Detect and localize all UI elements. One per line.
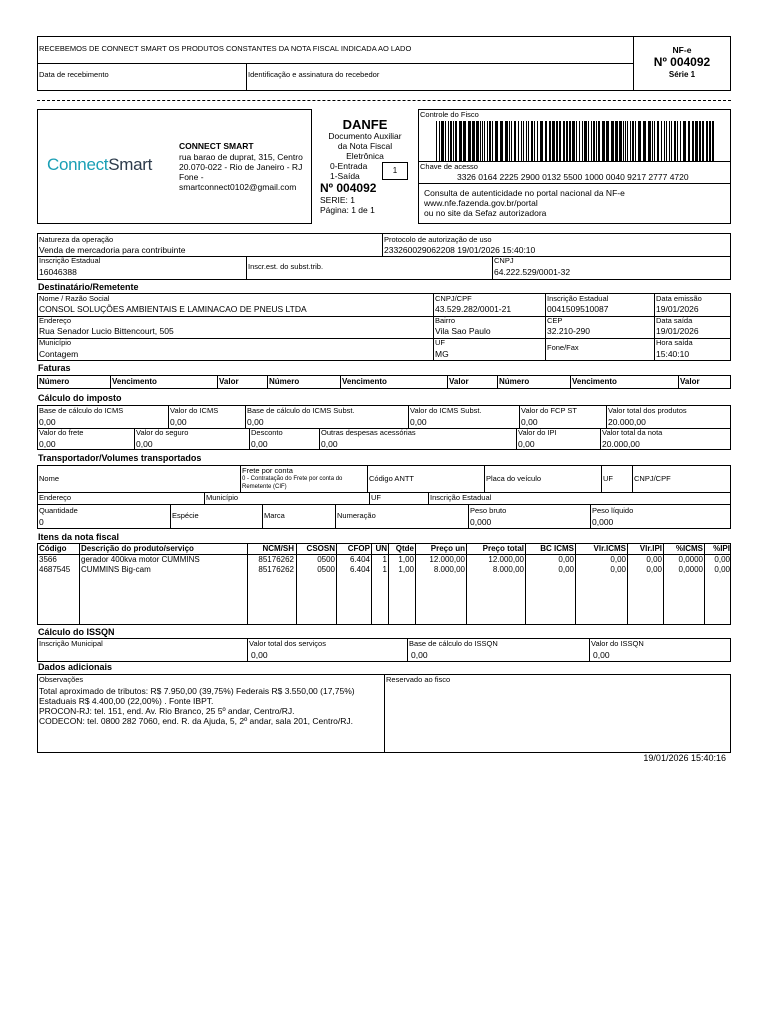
items-header-cfop: CFOP <box>347 544 370 553</box>
issqn-base-label: Base de cálculo do ISSQN <box>409 639 498 648</box>
freight-mode-value1: 0 - Contratação do Frete por conta do <box>242 476 343 482</box>
additional-title: Dados adicionais <box>38 662 113 672</box>
barcode-bar <box>593 121 595 161</box>
issqn-base-value: 0,00 <box>411 650 428 660</box>
barcode-bar <box>584 121 587 161</box>
freight-value: 0,00 <box>39 439 56 449</box>
danfe-saida: 1-Saída <box>330 171 360 181</box>
emitter-name: CONNECT SMART <box>179 141 254 151</box>
ipi-value: 0,00 <box>518 439 535 449</box>
nature-value: Venda de mercadoria para contribuinte <box>39 245 186 255</box>
item-bc-icms: 0,00 <box>558 555 574 564</box>
print-timestamp: 19/01/2026 15:40:16 <box>643 753 726 763</box>
receipt-date-label: Data de recebimento <box>39 70 109 79</box>
invoice-header-number: Número <box>269 377 300 386</box>
recipient-name-label: Nome / Razão Social <box>39 294 110 303</box>
barcode-bar <box>472 121 475 161</box>
emitter-address2: 20.070-022 - Rio de Janeiro - RJ <box>179 162 303 172</box>
carrier-city-label: Município <box>206 493 239 502</box>
total-note-value: 20.000,00 <box>602 439 640 449</box>
invoice-header-value: Valor <box>680 377 700 386</box>
emitter-phone: Fone - <box>179 172 204 182</box>
item-pct-ipi: 0,00 <box>714 565 730 574</box>
fisco-consult-line2: www.nfe.fazenda.gov.br/portal <box>424 198 538 208</box>
danfe-title: DANFE <box>342 117 388 132</box>
icms-st-base-label: Base de cálculo do ICMS Subst. <box>247 406 355 415</box>
item-unit-price: 8.000,00 <box>433 565 465 574</box>
barcode-bar <box>638 121 641 161</box>
fisco-control-label: Controle do Fisco <box>420 110 479 119</box>
barcode-bar <box>556 121 558 161</box>
barcode-bar <box>615 121 618 161</box>
barcode-bar <box>468 121 471 161</box>
nature-label: Natureza da operação <box>39 235 114 244</box>
barcode-bar <box>445 121 446 161</box>
barcode-bar <box>709 121 711 161</box>
barcode-bar <box>680 121 681 161</box>
carrier-address-label: Endereço <box>39 493 72 502</box>
carrier-uf2-label: UF <box>371 493 381 502</box>
items-title: Itens da nota fiscal <box>38 532 120 542</box>
observation-line: Estaduais R$ 4.400,00 (22,00%) . Fonte IBPT. <box>39 696 214 706</box>
total-products-value: 20.000,00 <box>608 417 646 427</box>
tax-box <box>37 405 731 450</box>
items-header-total-price: Preço total <box>482 544 524 553</box>
barcode-bar <box>635 121 636 161</box>
icms-st-value: 0,00 <box>410 417 427 427</box>
barcode-bar <box>588 121 589 161</box>
logo-text-connect: Connect <box>47 155 109 174</box>
barcode-bar <box>566 121 568 161</box>
barcode-bar <box>632 121 634 161</box>
barcode-bar <box>706 121 708 161</box>
barcode-bar <box>489 121 491 161</box>
brand-label: Marca <box>264 511 285 520</box>
exit-time-label: Hora saída <box>656 338 693 347</box>
item-ncm: 85176262 <box>258 555 294 564</box>
issqn-value: 0,00 <box>593 650 610 660</box>
barcode-bar <box>669 121 670 161</box>
barcode-bar <box>537 121 538 161</box>
receipt-serie: Série 1 <box>668 70 696 79</box>
barcode-bar <box>500 121 503 161</box>
exit-date-label: Data saída <box>656 316 693 325</box>
emitter-cnpj-label: CNPJ <box>494 256 514 265</box>
emitter-email: smartconnect0102@gmail.com <box>179 182 297 192</box>
barcode-bar <box>439 121 440 161</box>
issqn-box <box>37 638 731 662</box>
barcode-bar <box>514 121 516 161</box>
recipient-city-label: Município <box>39 338 72 347</box>
recipient-cnpj-label: CNPJ/CPF <box>435 294 472 303</box>
freight-mode-value2: Remetente (CIF) <box>242 484 287 490</box>
barcode-bar <box>688 121 690 161</box>
barcode-bar <box>523 121 524 161</box>
barcode-bar <box>695 121 698 161</box>
exit-time: 15:40:10 <box>656 349 690 359</box>
barcode-bar <box>448 121 449 161</box>
issqn-title: Cálculo do ISSQN <box>38 627 115 637</box>
barcode-bar <box>576 121 577 161</box>
icms-base-label: Base de cálculo do ICMS <box>39 406 124 415</box>
barcode-bar <box>505 121 508 161</box>
other-expenses-value: 0,00 <box>321 439 338 449</box>
fisco-box <box>418 109 731 224</box>
items-header-vlr-icms: Vlr.ICMS <box>593 544 626 553</box>
barcode-bar <box>540 121 543 161</box>
services-total-label: Valor total dos serviços <box>249 639 326 648</box>
barcode-bar <box>671 121 672 161</box>
total-products-label: Valor total dos produtos <box>608 406 687 415</box>
barcode-bar <box>482 121 483 161</box>
barcode-bar <box>526 121 527 161</box>
services-total-value: 0,00 <box>251 650 268 660</box>
barcode-bar <box>569 121 571 161</box>
icms-st-label: Valor do ICMS Subst. <box>410 406 482 415</box>
freight-label: Valor do frete <box>39 428 84 437</box>
carrier-ie-label: Inscrição Estadual <box>430 493 492 502</box>
danfe-subtitle2: da Nota Fiscal <box>337 141 393 151</box>
barcode-bar <box>463 121 466 161</box>
barcode-bar <box>572 121 575 161</box>
barcode-bar <box>495 121 498 161</box>
icms-base-value: 0,00 <box>39 417 56 427</box>
barcode-bar <box>591 121 592 161</box>
invoice-header-number: Número <box>499 377 530 386</box>
barcode-bar <box>563 121 565 161</box>
items-header-unit: UN <box>375 544 387 553</box>
carrier-cnpj-label: CNPJ/CPF <box>634 474 671 483</box>
item-vlr-ipi: 0,00 <box>646 555 662 564</box>
barcode-bar <box>712 121 714 161</box>
icms-value: 0,00 <box>170 417 187 427</box>
barcode-bar <box>702 121 704 161</box>
barcode-bar <box>552 121 555 161</box>
danfe-entrada: 0-Entrada <box>330 161 368 171</box>
item-pct-icms: 0,0000 <box>678 555 703 564</box>
recipient-uf: MG <box>435 349 449 359</box>
recipient-name: CONSOL SOLUÇÕES AMBIENTAIS E LAMINACAO DE PNEUS LTDA <box>39 304 307 314</box>
barcode-bar <box>596 121 597 161</box>
barcode-bar <box>606 121 609 161</box>
barcode-bar <box>674 121 676 161</box>
fcp-st-value: 0,00 <box>521 417 538 427</box>
barcode-bar <box>666 121 667 161</box>
icms-value-label: Valor do ICMS <box>170 406 219 415</box>
item-description: CUMMINS Big-cam <box>81 565 151 574</box>
protocol-value: 233260029062208 19/01/2026 15:40:10 <box>384 245 536 255</box>
fisco-key-label: Chave de acesso <box>420 162 478 171</box>
exit-date: 19/01/2026 <box>656 326 699 336</box>
barcode-bar <box>602 121 605 161</box>
danfe-serie: SERIE: 1 <box>320 195 355 205</box>
emitter-ie-st-label: Inscr.est. do subst.trib. <box>248 262 324 271</box>
barcode-bar <box>511 121 512 161</box>
barcode-bar <box>611 121 614 161</box>
recipient-cep-label: CEP <box>547 316 563 325</box>
invoices-title: Faturas <box>38 363 71 373</box>
emitter-ie-label: Inscrição Estadual <box>39 256 101 265</box>
barcode-bar <box>484 121 485 161</box>
invoices-box <box>37 375 731 389</box>
emitter-box <box>37 109 312 224</box>
cut-line <box>37 100 731 101</box>
item-qty: 1,00 <box>398 555 414 564</box>
transport-title: Transportador/Volumes transportados <box>38 453 202 463</box>
invoice-header-due: Vencimento <box>342 377 387 386</box>
items-header-unit-price: Preço un <box>430 544 465 553</box>
item-ncm: 85176262 <box>258 565 294 574</box>
transport-box <box>37 465 731 529</box>
recipient-cnpj: 43.529.282/0001-21 <box>435 304 512 314</box>
receipt-nfe-label: NF-e <box>672 45 692 55</box>
receipt-text: RECEBEMOS DE CONNECT SMART OS PRODUTOS CONSTANTES DA NOTA FISCAL INDICADA AO LADO <box>39 44 412 53</box>
barcode-bar <box>630 121 631 161</box>
barcode-bar <box>623 121 624 161</box>
carrier-name-label: Nome <box>39 474 60 483</box>
barcode-bar <box>677 121 678 161</box>
item-total-price: 12.000,00 <box>488 555 524 564</box>
insurance-value: 0,00 <box>136 439 153 449</box>
recipient-box <box>37 293 731 361</box>
barcode-bar <box>459 121 462 161</box>
barcode-bar <box>625 121 626 161</box>
item-qty: 1,00 <box>398 565 414 574</box>
operation-box <box>37 233 731 280</box>
item-csosn: 0500 <box>317 565 335 574</box>
items-header-ncm: NCM/SH <box>262 544 294 553</box>
additional-box <box>37 674 731 753</box>
invoice-header-due: Vencimento <box>112 377 157 386</box>
barcode-bar <box>476 121 479 161</box>
danfe-box <box>312 109 418 224</box>
barcode-bar <box>453 121 454 161</box>
recipient-cep: 32.210-290 <box>547 326 591 336</box>
quantity-label: Quantidade <box>39 506 78 515</box>
plate-label: Placa do veículo <box>486 474 542 483</box>
barcode-bar <box>657 121 659 161</box>
items-header-csosn: CSOSN <box>306 544 335 553</box>
recipient-phone-label: Fone/Fax <box>547 343 579 352</box>
barcode-bar <box>619 121 622 161</box>
danfe-number: Nº 004092 <box>320 181 377 195</box>
receipt-number: Nº 004092 <box>653 55 711 69</box>
receipt-nfe-box <box>633 36 731 91</box>
recipient-title: Destinatário/Remetente <box>38 282 139 292</box>
danfe-subtitle1: Documento Auxiliar <box>328 131 402 141</box>
fisco-consult-line3: ou no site da Sefaz autorizadora <box>424 208 547 218</box>
item-csosn: 0500 <box>317 555 335 564</box>
barcode-bar <box>528 121 529 161</box>
item-vlr-icms: 0,00 <box>610 565 626 574</box>
fisco-consult-line1: Consulta de autenticidade no portal nacional da NF-e <box>424 188 625 198</box>
item-total-price: 8.000,00 <box>492 565 524 574</box>
barcode-bar <box>518 121 519 161</box>
protocol-label: Protocolo de autorização de uso <box>384 235 492 244</box>
insurance-label: Valor do seguro <box>136 428 189 437</box>
items-table <box>37 543 731 625</box>
barcode-bar <box>559 121 561 161</box>
item-code: 4687545 <box>39 565 71 574</box>
carrier-uf-label: UF <box>603 474 613 483</box>
item-unit-price: 12.000,00 <box>429 555 465 564</box>
company-logo <box>47 155 152 175</box>
barcode-bar <box>661 121 662 161</box>
item-vlr-icms: 0,00 <box>610 555 626 564</box>
issqn-value-label: Valor do ISSQN <box>591 639 644 648</box>
recipient-address: Rua Senador Lucio Bittencourt, 505 <box>39 326 174 336</box>
emission-date-label: Data emissão <box>656 294 702 303</box>
emitter-ie-value: 16046388 <box>39 267 77 277</box>
danfe-type-box: 1 <box>382 162 408 180</box>
observation-line: Total aproximado de tributos: R$ 7.950,00 (39,75%) Federais R$ 3.550,00 (17,75%) <box>39 686 355 696</box>
reserved-fisco-label: Reservado ao fisco <box>386 675 451 684</box>
barcode-bar <box>692 121 694 161</box>
barcode-bar <box>652 121 653 161</box>
net-weight-value: 0,000 <box>592 517 614 527</box>
invoice-header-number: Número <box>39 377 70 386</box>
item-code: 3566 <box>39 555 57 564</box>
barcode-bar <box>531 121 533 161</box>
barcode-bar <box>582 121 583 161</box>
items-header-qty: Qtde <box>395 544 414 553</box>
item-unit: 1 <box>382 565 387 574</box>
recipient-address-label: Endereço <box>39 316 72 325</box>
emission-date: 19/01/2026 <box>656 304 699 314</box>
item-pct-icms: 0,0000 <box>678 565 703 574</box>
item-pct-ipi: 0,00 <box>714 555 730 564</box>
net-weight-label: Peso líquido <box>592 506 634 515</box>
barcode-bar <box>480 121 481 161</box>
discount-value: 0,00 <box>251 439 268 449</box>
barcode-bar <box>534 121 535 161</box>
items-header-description: Descrição do produto/serviço <box>81 544 194 553</box>
barcode-bar <box>627 121 628 161</box>
gross-weight-label: Peso bruto <box>470 506 507 515</box>
barcode-bar <box>545 121 547 161</box>
item-cfop: 6.404 <box>349 565 370 574</box>
barcode-bar <box>643 121 646 161</box>
fisco-access-key: 3326 0164 2225 2900 0132 5500 1000 0040 9217 2777 4720 <box>457 172 689 182</box>
gross-weight-value: 0,000 <box>470 517 492 527</box>
items-header-vlr-ipi: Vlr.IPI <box>639 544 662 553</box>
barcode-bar <box>683 121 686 161</box>
item-cfop: 6.404 <box>349 555 370 564</box>
item-description: gerador 400kva motor CUMMINS <box>81 555 200 564</box>
barcode <box>436 121 714 161</box>
discount-label: Desconto <box>251 428 283 437</box>
recipient-ie-label: Inscrição Estadual <box>547 294 609 303</box>
barcode-bar <box>487 121 488 161</box>
barcode-bar <box>549 121 551 161</box>
receipt-stub <box>37 36 634 91</box>
recipient-district: Vila Sao Paulo <box>435 326 491 336</box>
recipient-city: Contagem <box>39 349 79 359</box>
barcode-bar <box>654 121 655 161</box>
municipal-registration-label: Inscrição Municipal <box>39 639 103 648</box>
barcode-bar <box>699 121 701 161</box>
barcode-bar <box>521 121 522 161</box>
observation-line: PROCON-RJ: tel. 151, end. Av. Rio Branco, 25 5º andar, Centro/RJ. <box>39 706 295 716</box>
observation-line: CODECON: tel. 0800 282 7060, end. R. da Ajuda, 5, 2º andar, sala 201, Centro/RJ. <box>39 716 354 726</box>
barcode-bar <box>509 121 510 161</box>
items-header-pct-ipi: %IPI <box>713 544 730 553</box>
items-header-pct-icms: %ICMS <box>675 544 703 553</box>
other-expenses-label: Outras despesas acessórias <box>321 428 416 437</box>
icms-st-base-value: 0,00 <box>247 417 264 427</box>
tax-title: Cálculo do imposto <box>38 393 122 403</box>
danfe-page: Página: 1 de 1 <box>320 205 375 215</box>
items-header-code: Código <box>39 544 67 553</box>
barcode-bar <box>450 121 452 161</box>
items-header-bc-icms: BC ICMS <box>540 544 574 553</box>
barcode-bar <box>441 121 444 161</box>
recipient-ie: 0041509510087 <box>547 304 609 314</box>
observations-label: Observações <box>39 675 84 684</box>
item-bc-icms: 0,00 <box>558 565 574 574</box>
ipi-label: Valor do IPI <box>518 428 557 437</box>
emitter-address1: rua barao de duprat, 315, Centro <box>179 152 303 162</box>
barcode-bar <box>455 121 457 161</box>
barcode-bar <box>492 121 493 161</box>
freight-mode-label: Frete por conta <box>242 466 293 475</box>
invoice-header-value: Valor <box>219 377 239 386</box>
total-note-label: Valor total da nota <box>602 428 663 437</box>
antt-label: Código ANTT <box>369 474 415 483</box>
recipient-uf-label: UF <box>435 338 445 347</box>
invoice-header-value: Valor <box>449 377 469 386</box>
species-label: Espécie <box>172 511 199 520</box>
item-vlr-ipi: 0,00 <box>646 565 662 574</box>
fcp-st-label: Valor do FCP ST <box>521 406 577 415</box>
barcode-bar <box>648 121 651 161</box>
logo-text-smart: Smart <box>108 155 153 174</box>
barcode-bar <box>436 121 437 161</box>
quantity-value: 0 <box>39 517 44 527</box>
item-unit: 1 <box>382 555 387 564</box>
recipient-district-label: Bairro <box>435 316 456 325</box>
numbering-label: Numeração <box>337 511 376 520</box>
danfe-subtitle3: Eletrônica <box>346 151 384 161</box>
barcode-bar <box>598 121 600 161</box>
invoice-header-due: Vencimento <box>572 377 617 386</box>
barcode-bar <box>664 121 665 161</box>
barcode-bar <box>579 121 580 161</box>
emitter-cnpj-value: 64.222.529/0001-32 <box>494 267 571 277</box>
receipt-signature-label: Identificação e assinatura do recebedor <box>248 70 380 79</box>
